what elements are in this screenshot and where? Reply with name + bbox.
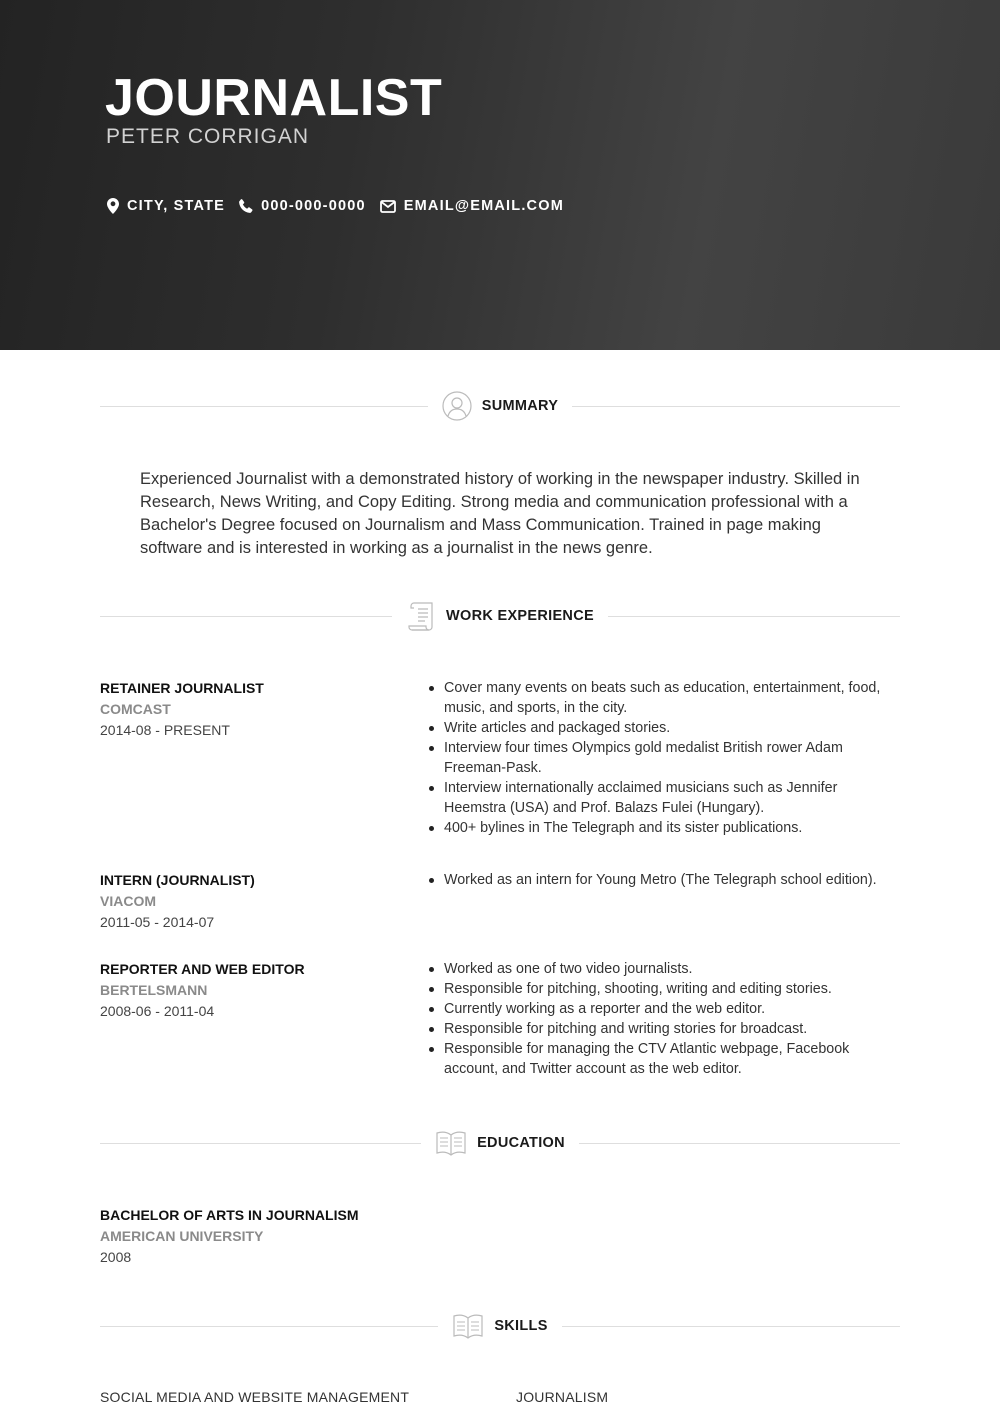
skills-section-heading: [100, 1308, 900, 1344]
contact-phone: [239, 198, 366, 214]
contact-email: [380, 198, 564, 214]
section-title-skills: SKILLS: [494, 1318, 548, 1334]
education-year: 2008: [100, 1249, 132, 1265]
job-bullets: [444, 870, 894, 890]
job-company: COMCAST: [100, 701, 171, 717]
job-dates: 2011-05 - 2014-07: [100, 914, 215, 930]
job-bullet: Write articles and packaged stories.: [444, 718, 894, 738]
job-role: RETAINER JOURNALIST: [100, 680, 264, 696]
job-bullets: [444, 678, 894, 838]
person-name: PETER CORRIGAN: [106, 125, 310, 148]
job-bullet: 400+ bylines in The Telegraph and its sister publications.: [444, 818, 894, 838]
job-bullet: Worked as one of two video journalists.: [444, 959, 894, 979]
job-bullet: Worked as an intern for Young Metro (The Telegraph school edition).: [444, 870, 894, 890]
phone-icon: [239, 199, 253, 213]
job-bullet: Responsible for pitching, shooting, writing and editing stories.: [444, 979, 894, 999]
scroll-icon: [406, 600, 436, 632]
open-book-icon: [435, 1129, 467, 1157]
job-dates: 2014-08 - PRESENT: [100, 722, 230, 738]
job-dates: 2008-06 - 2011-04: [100, 1003, 215, 1019]
summary-section-heading: [100, 388, 900, 424]
skill-item: SOCIAL MEDIA AND WEBSITE MANAGEMENT: [100, 1389, 410, 1405]
user-icon: [442, 391, 472, 421]
job-bullet: Responsible for managing the CTV Atlantic webpage, Facebook account, and Twitter account as the web editor.: [444, 1039, 894, 1079]
book-icon: [452, 1312, 484, 1340]
skill-item: JOURNALISM: [516, 1389, 609, 1405]
contact-row: [107, 195, 578, 217]
section-title-education: EDUCATION: [477, 1135, 565, 1151]
job-role: REPORTER AND WEB EDITOR: [100, 961, 305, 977]
resume-header: [0, 0, 1000, 350]
section-title-summary: SUMMARY: [481, 398, 559, 414]
job-bullet: Interview four times Olympics gold medalist British rower Adam Freeman-Pask.: [444, 738, 894, 778]
contact-location: [107, 198, 225, 214]
education-school: AMERICAN UNIVERSITY: [100, 1228, 264, 1244]
job-bullet: Interview internationally acclaimed musicians such as Jennifer Heemstra (USA) and Prof. Balazs Fulei (Hungary).: [444, 778, 894, 818]
location-text: CITY, STATE: [127, 198, 226, 214]
job-bullets: [444, 959, 894, 1079]
education-section-heading: [100, 1125, 900, 1161]
job-bullet: Cover many events on beats such as education, entertainment, food, music, and sports, in the city.: [444, 678, 894, 718]
envelope-icon: [380, 200, 396, 213]
section-title-work: WORK EXPERIENCE: [446, 608, 594, 624]
job-role: INTERN (JOURNALIST): [100, 872, 255, 888]
job-company: BERTELSMANN: [100, 982, 208, 998]
education-degree: BACHELOR OF ARTS IN JOURNALISM: [100, 1207, 359, 1223]
job-title: JOURNALIST: [105, 69, 443, 127]
work-section-heading: [100, 598, 900, 634]
summary-text: Experienced Journalist with a demonstrated history of working in the newspaper industry. Skilled in Research, News Writing, and Copy Editing. Strong media and communication professional with a Bachelor's Degree focused on Journalism and Mass Communication. Trained in page making software and is interested in working as a journalist in the news genre.: [140, 470, 860, 557]
email-text: EMAIL@EMAIL.COM: [403, 198, 564, 214]
job-bullet: Responsible for pitching and writing stories for broadcast.: [444, 1019, 894, 1039]
phone-text: 000-000-0000: [261, 198, 366, 214]
job-company: VIACOM: [100, 893, 156, 909]
map-pin-icon: [107, 198, 119, 214]
job-bullet: Currently working as a reporter and the web editor.: [444, 999, 894, 1019]
